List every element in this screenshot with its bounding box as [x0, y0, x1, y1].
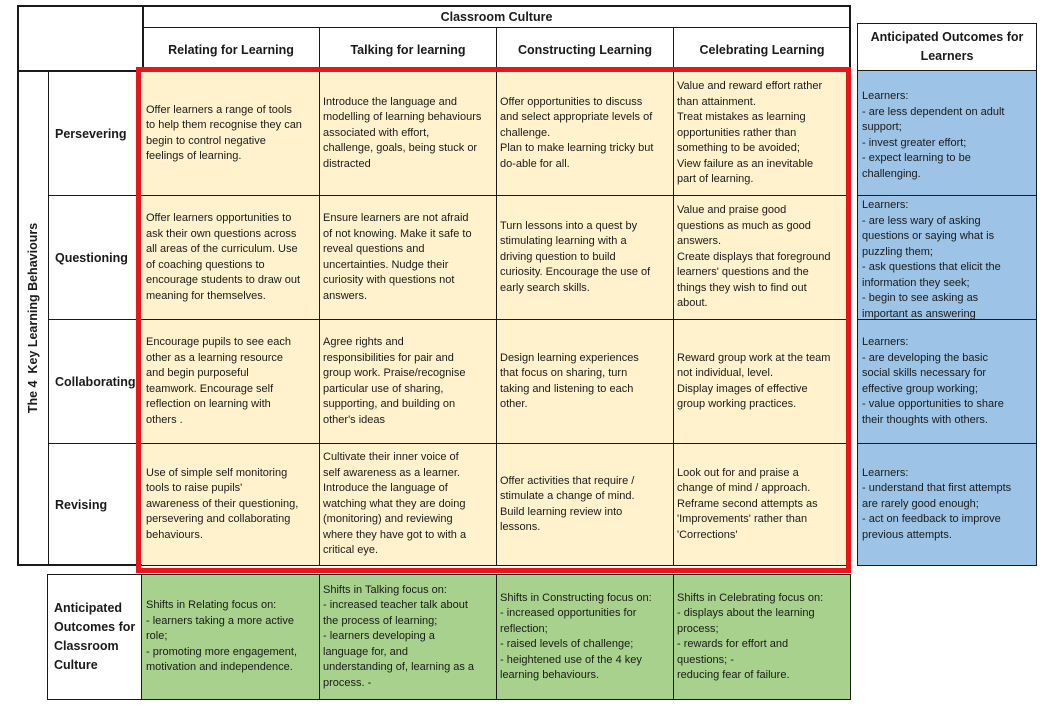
outcome-line [857, 195, 1037, 196]
row-line [48, 443, 142, 444]
cell-questioning-relating: Offer learners opportunities to ask their own questions across all areas of the curriculum. Use of coaching questions to encourage students to draw out meaning for themselves. [146, 212, 301, 302]
column-header-talking: Talking for learning [350, 42, 466, 57]
cell-persevering-constructing: Offer opportunities to discuss and select appropriate levels of challenge. Plan to make learning tricky but do-able for all. [500, 95, 654, 170]
bottom-line [141, 574, 142, 700]
cell-persevering-talking: Introduce the language and modelling of learning behaviours associated with effort, challenge, goals, being stuck or distracted [323, 95, 482, 170]
cell-revising-celebrating: Look out for and praise a change of mind / approach. Reframe second attempts as 'Improvements' rather than 'Corrections' [677, 466, 818, 541]
cell-questioning-talking: Ensure learners are not afraid of not knowing. Make it safe to reveal questions and uncertainties. Nudge their curiosity with questions not answers. [323, 212, 472, 302]
culture-outcome-relating: Shifts in Relating focus on: - learners taking a more active role; - promoting more engagement, motivation and independence. [146, 599, 298, 674]
cell-persevering-relating: Offer learners a range of tools to help them recognise they can begin to control negative feelings of learning. [146, 103, 302, 162]
column-header-celebrating: Celebrating Learning [699, 42, 825, 57]
outcome-questioning: Learners: - are less wary of asking questions or saying what is puzzling them; - ask questions that elicit the information they seek; - begin to see asking as important as answering [862, 199, 1001, 319]
outcomes-header: Anticipated Outcomes for Learners [870, 30, 1024, 63]
row-label-revising: Revising [55, 497, 108, 512]
outcome-revising: Learners: - understand that first attempts are rarely good enough; - act on feedback to improve previous attempts. [862, 466, 1012, 541]
row-line [48, 319, 142, 320]
culture-outcome-celebrating: Shifts in Celebrating focus on: - displays about the learning process; - rewards for effort and questions; - reducing fear of failure. [677, 591, 824, 681]
row-label-collaborating: Collaborating [55, 374, 136, 389]
highlight-rectangle [136, 67, 851, 573]
outcome-line [857, 443, 1037, 444]
cell-revising-relating: Use of simple self monitoring tools to raise pupils' awareness of their questioning, persevering and collaborating behaviours. [146, 466, 299, 541]
outcome-collaborating: Learners: - are developing the basic social skills necessary for effective group working; - value opportunities to share their thoughts with others. [862, 336, 1004, 426]
cell-collaborating-talking: Agree rights and responsibilities for pair and group work. Praise/recognise particular use of sharing, supporting, and building on other's ideas [323, 336, 466, 426]
classroom-culture-header: Classroom Culture [440, 10, 553, 24]
side-label-text: The 4 Key Learning Behaviours [26, 222, 41, 414]
column-header-constructing: Constructing Learning [517, 42, 653, 57]
row-line [48, 195, 142, 196]
culture-outcome-constructing: Shifts in Constructing focus on: - increased opportunities for reflection; - raised levels of challenge; - heightened use of the 4 key learning behaviours. [500, 591, 652, 681]
outcome-persevering: Learners: - are less dependent on adult support; - invest greater effort; - expect learning to be challenging. [862, 90, 1005, 180]
cell-collaborating-relating: Encourage pupils to see each other as a learning resource and begin purposeful teamwork. Encourage self reflection on learning with others . [146, 336, 291, 426]
col-line [319, 28, 320, 71]
row-label-questioning: Questioning [55, 250, 128, 265]
col-line [496, 28, 497, 71]
row-label-persevering: Persevering [55, 126, 127, 141]
cell-persevering-celebrating: Value and reward effort rather than attainment. Treat mistakes as learning opportunities rather than something to be avoided; View failure as an inevitable part of learning. [677, 80, 823, 186]
cell-collaborating-constructing: Design learning experiences that focus on sharing, turn taking and listening to each other. [500, 351, 639, 410]
cell-collaborating-celebrating: Reward group work at the team not individual, level. Display images of effective group working practices. [677, 351, 831, 410]
cell-questioning-constructing: Turn lessons into a quest by stimulating learning with a driving question to build curiosity. Encourage the use of early search skills. [500, 219, 651, 294]
side-label [19, 72, 48, 564]
culture-outcomes-label: Anticipated Outcomes for Classroom Culture [54, 601, 136, 672]
col-line [673, 28, 674, 71]
culture-outcome-talking: Shifts in Talking focus on: - increased teacher talk about the process of learning; - learners developing a language for, and understanding of, learning as a process. - [323, 583, 475, 689]
cell-revising-constructing: Offer activities that require / stimulate a change of mind. Build learning review into lessons. [500, 474, 635, 533]
cell-revising-talking: Cultivate their inner voice of self awareness as a learner. Introduce the language of watching what they are doing (monitoring) and reviewing where they have got to with a critical eye. [323, 451, 467, 557]
cell-questioning-celebrating: Value and praise good questions as much as good answers. Create displays that foreground learners' questions and the things they wish to find out about. [677, 204, 831, 310]
column-header-relating: Relating for Learning [168, 42, 294, 57]
outcome-line [857, 319, 1037, 320]
